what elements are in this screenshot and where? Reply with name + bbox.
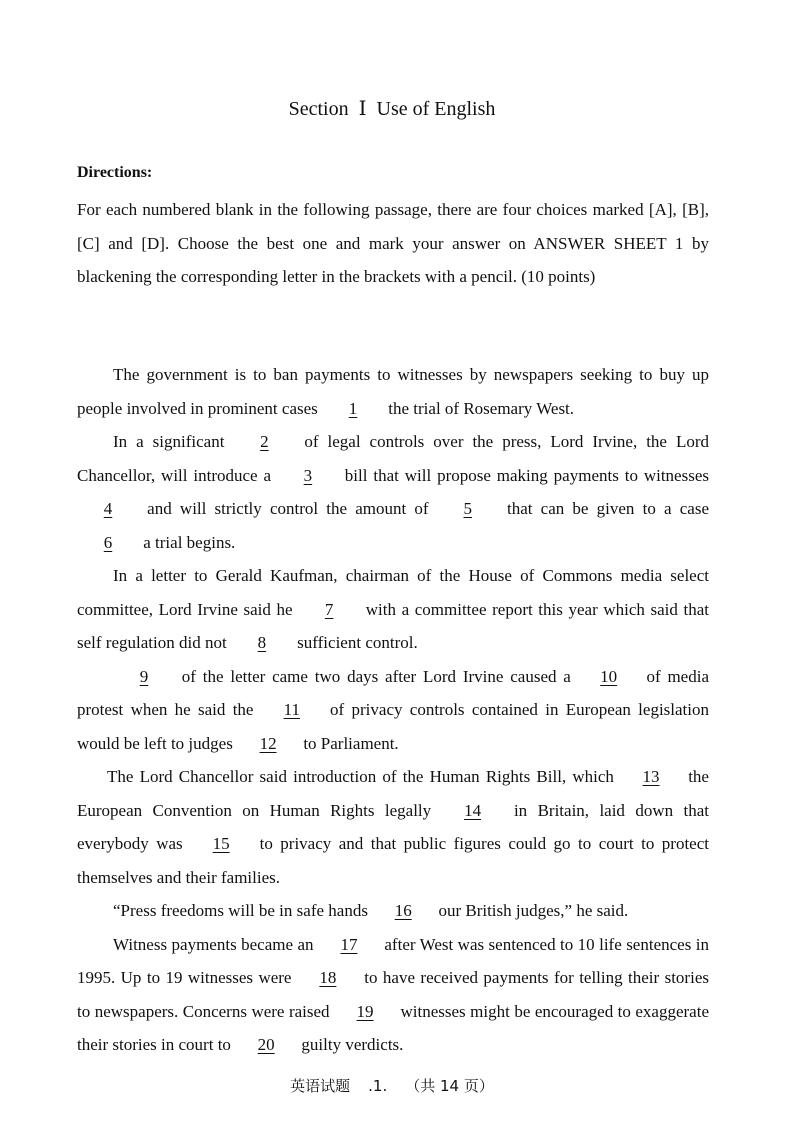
passage-text: “Press freedoms will be in safe hands: [113, 901, 373, 920]
passage-text: after West was sentenced to 10 life sentences in 1995. Up to 19 witnesses were: [77, 934, 709, 987]
blank-5: 5: [463, 499, 473, 518]
directions-text: For each numbered blank in the following passage, there are four choices marked [A], [B], [C] and [D]. Choose the best one and mark your answer on ANSWER SHEET 1 by blackening the corresponding letter in the brackets with a pencil. (10 points): [77, 200, 709, 286]
blank-18: 18: [319, 968, 337, 987]
section-label: Section: [288, 98, 349, 120]
passage-text: guilty verdicts.: [297, 1035, 404, 1054]
section-number: Ⅰ: [358, 98, 367, 120]
blank-7: 7: [324, 599, 334, 619]
passage-text: witnesses might be encouraged to exaggerate their stories in court to: [77, 1001, 709, 1054]
passage-text: a trial begins.: [139, 532, 236, 552]
passage-text: with a committee report this year which said that self regulation did not: [77, 599, 709, 652]
passage-text: to privacy and that public figures could go to court to protect themselves and their families.: [77, 834, 709, 887]
passage-paragraph: [77, 894, 709, 928]
passage-paragraph: [77, 559, 709, 660]
passage-paragraph: [77, 660, 709, 761]
passage-text: The Lord Chancellor said introduction of the Human Rights Bill, which: [107, 767, 621, 786]
footer-page-number: .1.: [368, 1077, 388, 1095]
passage-paragraph: [77, 358, 709, 425]
passage-paragraph: [77, 425, 709, 559]
passage-text: of legal controls over the press, Lord Irvine, the Lord Chancellor, will introduce a: [77, 432, 709, 485]
blank-16: 16: [394, 901, 412, 920]
blank-15: 15: [212, 834, 230, 853]
blank-14: 14: [464, 800, 482, 820]
passage-text: Witness payments became an: [113, 934, 318, 954]
passage-text: of the letter came two days after Lord Irvine caused a: [175, 666, 578, 686]
passage-text: In a letter to Gerald Kaufman, chairman of the House of Commons media select committee, Lord Irvine said he: [77, 566, 709, 619]
blank-9: 9: [139, 666, 149, 686]
blank-12: 12: [259, 733, 277, 753]
blank-3: 3: [303, 465, 313, 485]
passage-text: our British judges,” he said.: [434, 901, 629, 920]
cloze-passage: [77, 358, 709, 1062]
passage-text: in Britain, laid down that everybody was: [77, 800, 709, 853]
passage-paragraph: [77, 760, 709, 894]
passage-text: The government is to ban payments to witnesses by newspapers seeking to buy up people involved in prominent cases: [77, 365, 709, 418]
blank-8: 8: [257, 633, 267, 652]
blank-6: 6: [103, 532, 113, 552]
passage-text: the trial of Rosemary West.: [384, 398, 575, 418]
passage-text: sufficient control.: [292, 633, 418, 652]
passage-paragraph: [77, 928, 709, 1062]
blank-20: 20: [257, 1035, 275, 1054]
section-name: Use of English: [376, 98, 496, 120]
passage-text: bill that will propose making payments to witnesses: [338, 465, 709, 485]
blank-4: 4: [103, 499, 113, 518]
blank-1: 1: [348, 398, 358, 418]
passage-text: and will strictly control the amount of: [139, 499, 437, 518]
blank-17: 17: [340, 934, 358, 954]
section-title: [0, 96, 784, 121]
blank-10: 10: [600, 666, 618, 686]
passage-text: the European Convention on Human Rights legally: [77, 767, 709, 820]
passage-text: of privacy controls contained in European legislation would be left to judges: [77, 700, 709, 753]
blank-19: 19: [356, 1001, 374, 1021]
blank-11: 11: [283, 700, 300, 719]
footer-subject: 英语试题: [290, 1077, 351, 1095]
passage-text: In a significant: [113, 432, 234, 451]
footer-total-pages: （共 14 页）: [405, 1077, 494, 1095]
blank-2: 2: [260, 432, 269, 451]
page-footer: [0, 1075, 784, 1096]
passage-text: of media protest when he said the: [77, 666, 709, 719]
passage-text: to have received payments for telling their stories to newspapers. Concerns were raised: [77, 968, 709, 1021]
passage-text: to Parliament.: [299, 733, 399, 753]
passage-text: that can be given to a case: [498, 499, 710, 518]
blank-13: 13: [642, 767, 660, 786]
directions-heading: Directions:: [77, 164, 153, 181]
